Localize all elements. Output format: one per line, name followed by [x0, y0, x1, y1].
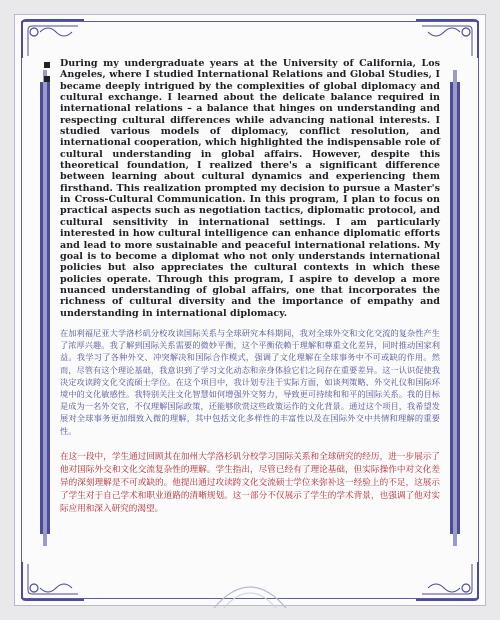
document-content	[60, 58, 440, 516]
bottom-seal-ornament	[210, 572, 290, 612]
right-accent-bar	[450, 82, 460, 534]
corner-ornament-top-left	[18, 16, 88, 62]
bullet-square-icon	[44, 76, 50, 82]
chinese-translation: 在加利福尼亚大学洛杉矶分校攻读国际关系与全球研究本科期间，我对全球外交和文化交流的复杂性产生了浓厚兴趣。我了解到国际关系需要的微妙平衡，这个平衡依赖于理解和尊重文化差异，同时推动国家利益。我学习了各种外交、冲突解决和国际合作模式，强调了文化理解在全球事务中不可或缺的作用。然而，尽管有这个理论基础，我意识到了学习文化动态和亲身体验它们之间存在重要差异。这一认识促使我决定攻读跨文化交流硕士学位。在这个项目中，我计划专注于实际方面，如谈判策略、外交礼仪和国际环境中的文化敏感性。我特别关注文化智慧如何增强外交努力，导致更可持续和和平的国际关系。我的目标是成为一名外交官，不仅理解国际政策，还能够欣赏这些政策运作的文化背景。通过这个项目，我希望发展对全球事务更加细致入微的理解，其中包括文化多样性的丰富性以及在国际外交中共情和理解的重要性。	[60, 327, 440, 436]
left-accent-bar	[40, 82, 50, 534]
chinese-commentary: 在这一段中，学生通过回顾其在加州大学洛杉矶分校学习国际关系和全球研究的经历，进一步展示了他对国际外交和文化交流复杂性的理解。学生指出，尽管已经有了理论基础，但实际操作中对文化差异的深刻理解是不可或缺的。他提出通过攻读跨文化交流硕士学位来弥补这一经验上的不足，这展示了学生对于自己学术和职业道路的清晰规划。这一部分不仅展示了学生的学术背景，也强调了他对实际应用和深入研究的渴望。	[60, 451, 440, 514]
corner-ornament-top-right	[412, 16, 482, 62]
bullet-markers	[44, 62, 56, 90]
corner-ornament-bottom-right	[412, 558, 482, 604]
corner-ornament-bottom-left	[18, 558, 88, 604]
english-paragraph: During my undergraduate years at the University of California, Los Angeles, where I studied International Relations and Global Studies, I became deeply intrigued by the complexities of global diplomacy and cultural exchange. I learned about the delicate balance required in international relations – a balance that hinges on understanding and respecting cultural differences while advancing national interests. I studied various models of diplomacy, conflict resolution, and international cooperation, which highlighted the indispensable role of cultural understanding in global affairs. However, despite this theoretical foundation, I realized there's a significant difference between learning about cultural dynamics and experiencing them firsthand. This realization prompted my decision to pursue a Master's in Cross-Cultural Communication. In this program, I plan to focus on practical aspects such as negotiation tactics, diplomatic protocol, and cultural sensitivity in international settings. I am particularly interested in how cultural intelligence can enhance diplomatic efforts and lead to more sustainable and peaceful international relations. My goal is to become a diplomat who not only understands international policies but also appreciates the cultural contexts in which these policies operate. Through this program, I aspire to develop a more nuanced understanding of global affairs, one that incorporates the richness of cultural diversity and the importance of empathy and understanding in international diplomacy.	[60, 58, 440, 319]
bullet-square-icon	[44, 62, 50, 68]
